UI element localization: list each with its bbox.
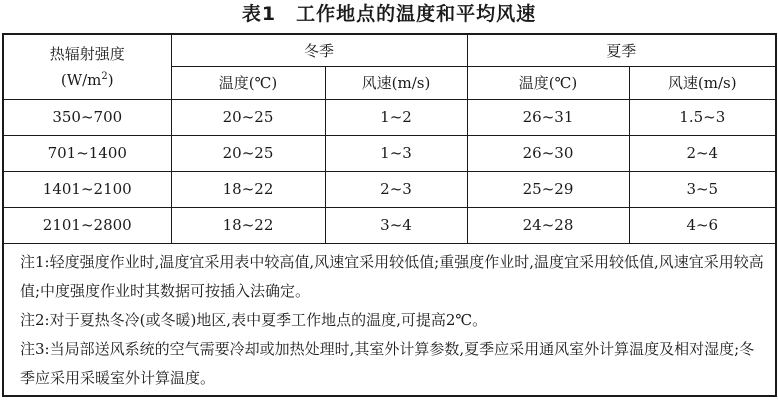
header-summer: 夏季 xyxy=(467,34,776,66)
notes-cell xyxy=(3,243,776,396)
cell-winter-temp: 20~25 xyxy=(171,99,325,135)
cell-summer-temp: 26~31 xyxy=(467,99,629,135)
temperature-wind-table xyxy=(2,33,777,397)
header-radiation xyxy=(3,34,171,99)
header-winter: 冬季 xyxy=(171,34,467,66)
header-winter-wind: 风速(m/s) xyxy=(325,66,467,99)
cell-winter-wind: 1~3 xyxy=(325,135,467,171)
cell-summer-temp: 24~28 xyxy=(467,207,629,243)
cell-radiation: 2101~2800 xyxy=(3,207,171,243)
table-row xyxy=(3,207,776,243)
cell-summer-temp: 26~30 xyxy=(467,135,629,171)
table-container xyxy=(2,33,775,406)
cell-winter-temp: 20~25 xyxy=(171,135,325,171)
header-summer-wind: 风速(m/s) xyxy=(629,66,776,99)
cell-summer-temp: 25~29 xyxy=(467,171,629,207)
note-2: 注2:对于夏热冬冷(或冬暖)地区,表中夏季工作地点的温度,可提高2℃。 xyxy=(20,310,488,329)
header-radiation-unit: $(W/m^2)$ xyxy=(60,70,114,89)
cell-summer-wind: 2~4 xyxy=(629,135,776,171)
cell-winter-wind: 3~4 xyxy=(325,207,467,243)
header-summer-temp: 温度(℃) xyxy=(467,66,629,99)
cell-radiation: 701~1400 xyxy=(3,135,171,171)
cell-winter-wind: 2~3 xyxy=(325,171,467,207)
table-row xyxy=(3,135,776,171)
header-group-row xyxy=(3,34,776,66)
table-row xyxy=(3,171,776,207)
table-row xyxy=(3,99,776,135)
cell-winter-wind: 1~2 xyxy=(325,99,467,135)
cell-winter-temp: 18~22 xyxy=(171,207,325,243)
cell-summer-wind: 1.5~3 xyxy=(629,99,776,135)
note-1: 注1:轻度强度作业时,温度宜采用表中较高值,风速宜采用较低值;重强度作业时,温度宜采用较低值,风速宜采用较高值;中度强度作业时其数据可按插入法确定。 xyxy=(20,252,764,300)
header-radiation-label: 热辐射强度 xyxy=(49,44,125,63)
cell-radiation: 350~700 xyxy=(3,99,171,135)
cell-radiation: 1401~2100 xyxy=(3,171,171,207)
notes-row xyxy=(3,243,776,396)
note-3: 注3:当局部送风系统的空气需要冷却或加热处理时,其室外计算参数,夏季应采用通风室外计算温度及相对湿度;冬季应采用采暖室外计算温度。 xyxy=(20,339,755,387)
cell-summer-wind: 4~6 xyxy=(629,207,776,243)
cell-winter-temp: 18~22 xyxy=(171,171,325,207)
table-title: 表1 工作地点的温度和平均风速 xyxy=(241,3,537,25)
cell-summer-wind: 3~5 xyxy=(629,171,776,207)
header-winter-temp: 温度(℃) xyxy=(171,66,325,99)
